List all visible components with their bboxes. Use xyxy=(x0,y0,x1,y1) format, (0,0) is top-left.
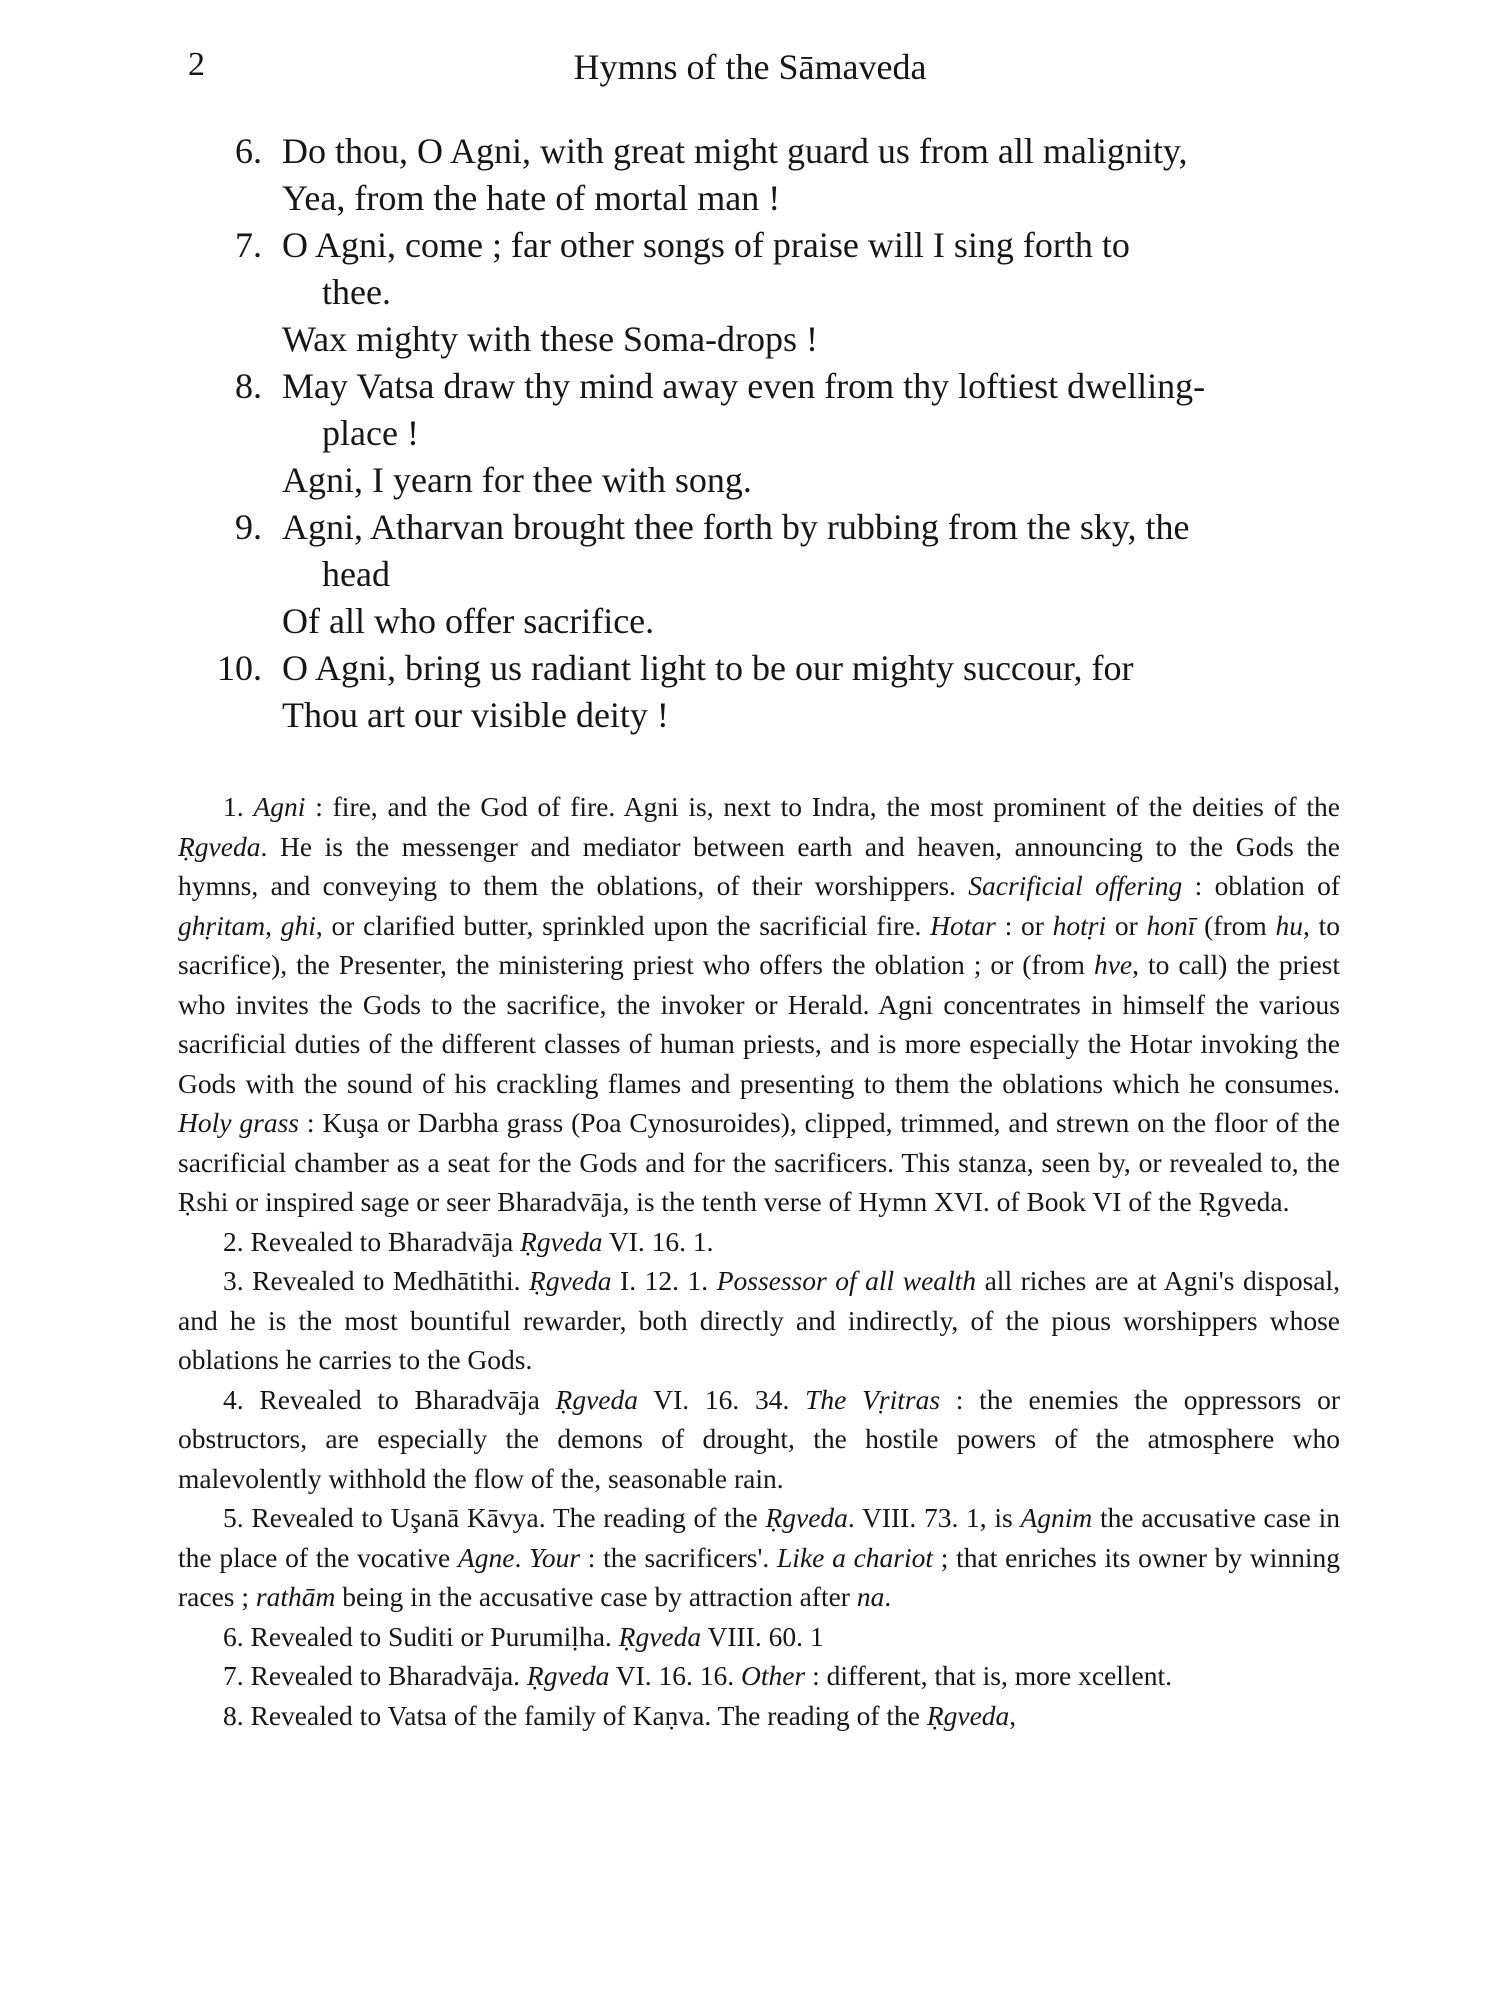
footnote xyxy=(178,1656,1340,1696)
verse-line: Thou art our visible deity ! xyxy=(282,695,669,735)
verse-line: Of all who offer sacrifice. xyxy=(282,601,655,641)
footnote-text: , or clarified butter, sprinkled upon the sacrificial fire. xyxy=(315,909,931,941)
footnote-text: 6. Revealed to Suditi or Purumiḷha. xyxy=(223,1620,619,1652)
footnote-text: 1. xyxy=(223,791,254,822)
verse-line: thee. xyxy=(322,272,391,312)
verse-number: 6. xyxy=(235,131,262,171)
footnote-italic-term: Other xyxy=(741,1660,806,1691)
verse-line: place ! xyxy=(322,413,419,453)
footnote-text: I. 12. 1. xyxy=(611,1265,717,1296)
footnote-italic-term: Agnim xyxy=(1020,1502,1093,1533)
footnote-text: , to call) the priest who invites the Gods to the sacrifice, the invoker or Herald. Agni concentrates in himself the various sacrificial duties of the different classes of human priests, and is more especially the Hotar invoking the Gods with the sound of his crackling flames and presenting to them the oblations which he consumes. xyxy=(178,949,1340,1099)
running-title: Hymns of the Sāmaveda xyxy=(573,47,927,87)
footnote xyxy=(178,1380,1340,1499)
footnote-text: 4. Revealed to Bharadvāja xyxy=(223,1383,556,1415)
footnote-text: , to sacrifice), the Presenter, the ministering priest who offers the oblation ; or (from xyxy=(178,909,1341,980)
verse xyxy=(200,504,1350,645)
verse-line: Agni, I yearn for thee with song. xyxy=(282,460,752,500)
footnote-italic-term: na xyxy=(856,1581,885,1612)
footnote-italic-term: Ṛgveda xyxy=(555,1383,638,1415)
footnote-italic-term: Hotar xyxy=(930,909,996,941)
footnote-italic-term: Ṛgveda xyxy=(526,1660,610,1691)
verse-line: Wax mighty with these Soma-drops ! xyxy=(282,319,819,359)
footnote-text: 7. Revealed to Bharadvāja. xyxy=(223,1660,527,1691)
footnote-italic-term: honī xyxy=(1146,909,1196,941)
footnote-italic-term: The Vṛitras xyxy=(805,1383,941,1415)
verse-line: Yea, from the hate of mortal man ! xyxy=(282,178,781,218)
footnote-text: (from xyxy=(1195,909,1276,941)
verse-line: Do thou, O Agni, with great might guard us from all malignity, xyxy=(282,131,1188,171)
footnote xyxy=(178,1696,1340,1736)
footnote-text: 8. Revealed to Vatsa of the family of Kaṇva. The reading of the xyxy=(223,1699,927,1731)
footnote-italic-term: Agne xyxy=(457,1541,515,1573)
verse xyxy=(200,128,1350,222)
footnote-text: VI. 16. 16. xyxy=(609,1660,742,1691)
footnote-text: : the sacrificers'. xyxy=(580,1541,778,1573)
verse xyxy=(200,645,1350,739)
verse-list xyxy=(200,128,1350,739)
verse-number: 7. xyxy=(235,225,262,265)
footnote-italic-term: Possessor of all wealth xyxy=(716,1265,977,1296)
footnote-italic-term: rathām xyxy=(255,1581,336,1612)
footnote-text: : oblation of xyxy=(1182,870,1340,901)
footnote-italic-term: Sacrificial offering xyxy=(968,870,1183,901)
footnote-italic-term: Ṛgveda xyxy=(520,1225,603,1257)
footnote-text: VI. 16. 1. xyxy=(602,1225,714,1257)
footnote xyxy=(178,1222,1340,1262)
footnote-text: : Kuşa or Darbha grass (Poa Cynosuroides), clipped, trimmed, and strewn on the floor of the sacrificial chamber as a seat for the Gods and for the sacrificers. This stanza, seen by, or revealed to, the Ṛshi or inspired sage or seer Bharadvāja, is the tenth verse of Hymn XVI. of Book VI of the Ṛgveda. xyxy=(178,1107,1340,1217)
footnote-text: . VIII. 73. 1, is xyxy=(847,1502,1021,1533)
footnote-text: or xyxy=(1106,909,1147,941)
footnote-text: . He is the messenger and mediator between earth and heaven, announcing to the Gods the hymns, and conveying to them the oblations, of their worshippers. xyxy=(178,830,1340,901)
verse-line: May Vatsa draw thy mind away even from thy loftiest dwelling- xyxy=(282,366,1206,406)
footnote-italic-term: Ṛgveda xyxy=(178,830,261,862)
footnote-text: : the enemies the oppressors or obstructors, are especially the demons of drought, the hostile powers of the atmosphere who malevolently withhold the flow of the, seasonable rain. xyxy=(178,1383,1340,1494)
footnote-text: , xyxy=(265,909,281,941)
footnote-text: 5. Revealed to Uşanā Kāvya. The reading of the xyxy=(223,1502,766,1533)
footnote-italic-term: Agni xyxy=(253,791,306,822)
page-header xyxy=(0,46,1500,96)
footnote-text: . xyxy=(884,1581,892,1612)
footnote-text: : different, that is, more xcellent. xyxy=(805,1660,1173,1691)
footnote-italic-term: Ṛgveda xyxy=(765,1502,848,1533)
footnote-text: VI. 16. 34. xyxy=(637,1383,806,1415)
footnote-text: : or xyxy=(995,909,1053,941)
footnote-text: the accusative case in the place of the vocative xyxy=(178,1502,1340,1573)
footnote-italic-term: hotṛi xyxy=(1052,909,1107,941)
footnote-italic-term: Ṛgveda xyxy=(926,1699,1010,1731)
verse-number: 10. xyxy=(217,648,262,688)
footnote-italic-term: hu xyxy=(1275,909,1303,941)
footnote-italic-term: ghṛitam xyxy=(178,909,266,941)
verse-number: 9. xyxy=(235,507,262,547)
footnote-text: all riches are at Agni's disposal, and he is the most bountiful rewarder, both directly and indirectly, of the pious worshippers whose oblations he carries to the Gods. xyxy=(178,1265,1341,1375)
verse xyxy=(200,363,1350,504)
footnote-text: 3. Revealed to Medhātithi. xyxy=(223,1265,530,1296)
footnote-italic-term: Like a chariot xyxy=(777,1541,934,1573)
verse-line: Agni, Atharvan brought thee forth by rubbing from the sky, the xyxy=(282,507,1190,547)
footnote-italic-term: Ṛgveda xyxy=(529,1265,612,1296)
footnote-text: 2. Revealed to Bharadvāja xyxy=(223,1225,521,1257)
footnote-italic-term: Ṛgveda xyxy=(618,1620,702,1652)
verse-line: O Agni, come ; far other songs of praise will I sing forth to xyxy=(282,225,1130,265)
footnote-italic-term: Holy grass xyxy=(178,1107,299,1138)
footnote xyxy=(178,787,1340,1222)
footnote-text: being in the accusative case by attraction after xyxy=(335,1581,857,1612)
footnote-italic-term: hve xyxy=(1093,949,1133,980)
footnote-italic-term: ghi xyxy=(280,909,316,941)
verse-line: O Agni, bring us radiant light to be our mighty succour, for xyxy=(282,648,1134,688)
footnote-text: : fire, and the God of fire. Agni is, next to Indra, the most prominent of the deities of the xyxy=(305,791,1340,822)
footnote xyxy=(178,1498,1340,1617)
footnotes xyxy=(178,787,1340,1735)
footnote xyxy=(178,1261,1340,1380)
page-number: 2 xyxy=(188,46,205,83)
footnote-text: VIII. 60. 1 xyxy=(701,1620,824,1652)
footnote-text: ; that enriches its owner by winning races ; xyxy=(178,1541,1340,1612)
verse-line: head xyxy=(322,554,390,594)
footnote-text: . xyxy=(514,1541,530,1573)
verse xyxy=(200,222,1350,363)
footnote-text: , xyxy=(1009,1699,1017,1731)
footnote xyxy=(178,1617,1340,1657)
footnote-italic-term: Your xyxy=(529,1541,581,1573)
verse-number: 8. xyxy=(235,366,262,406)
